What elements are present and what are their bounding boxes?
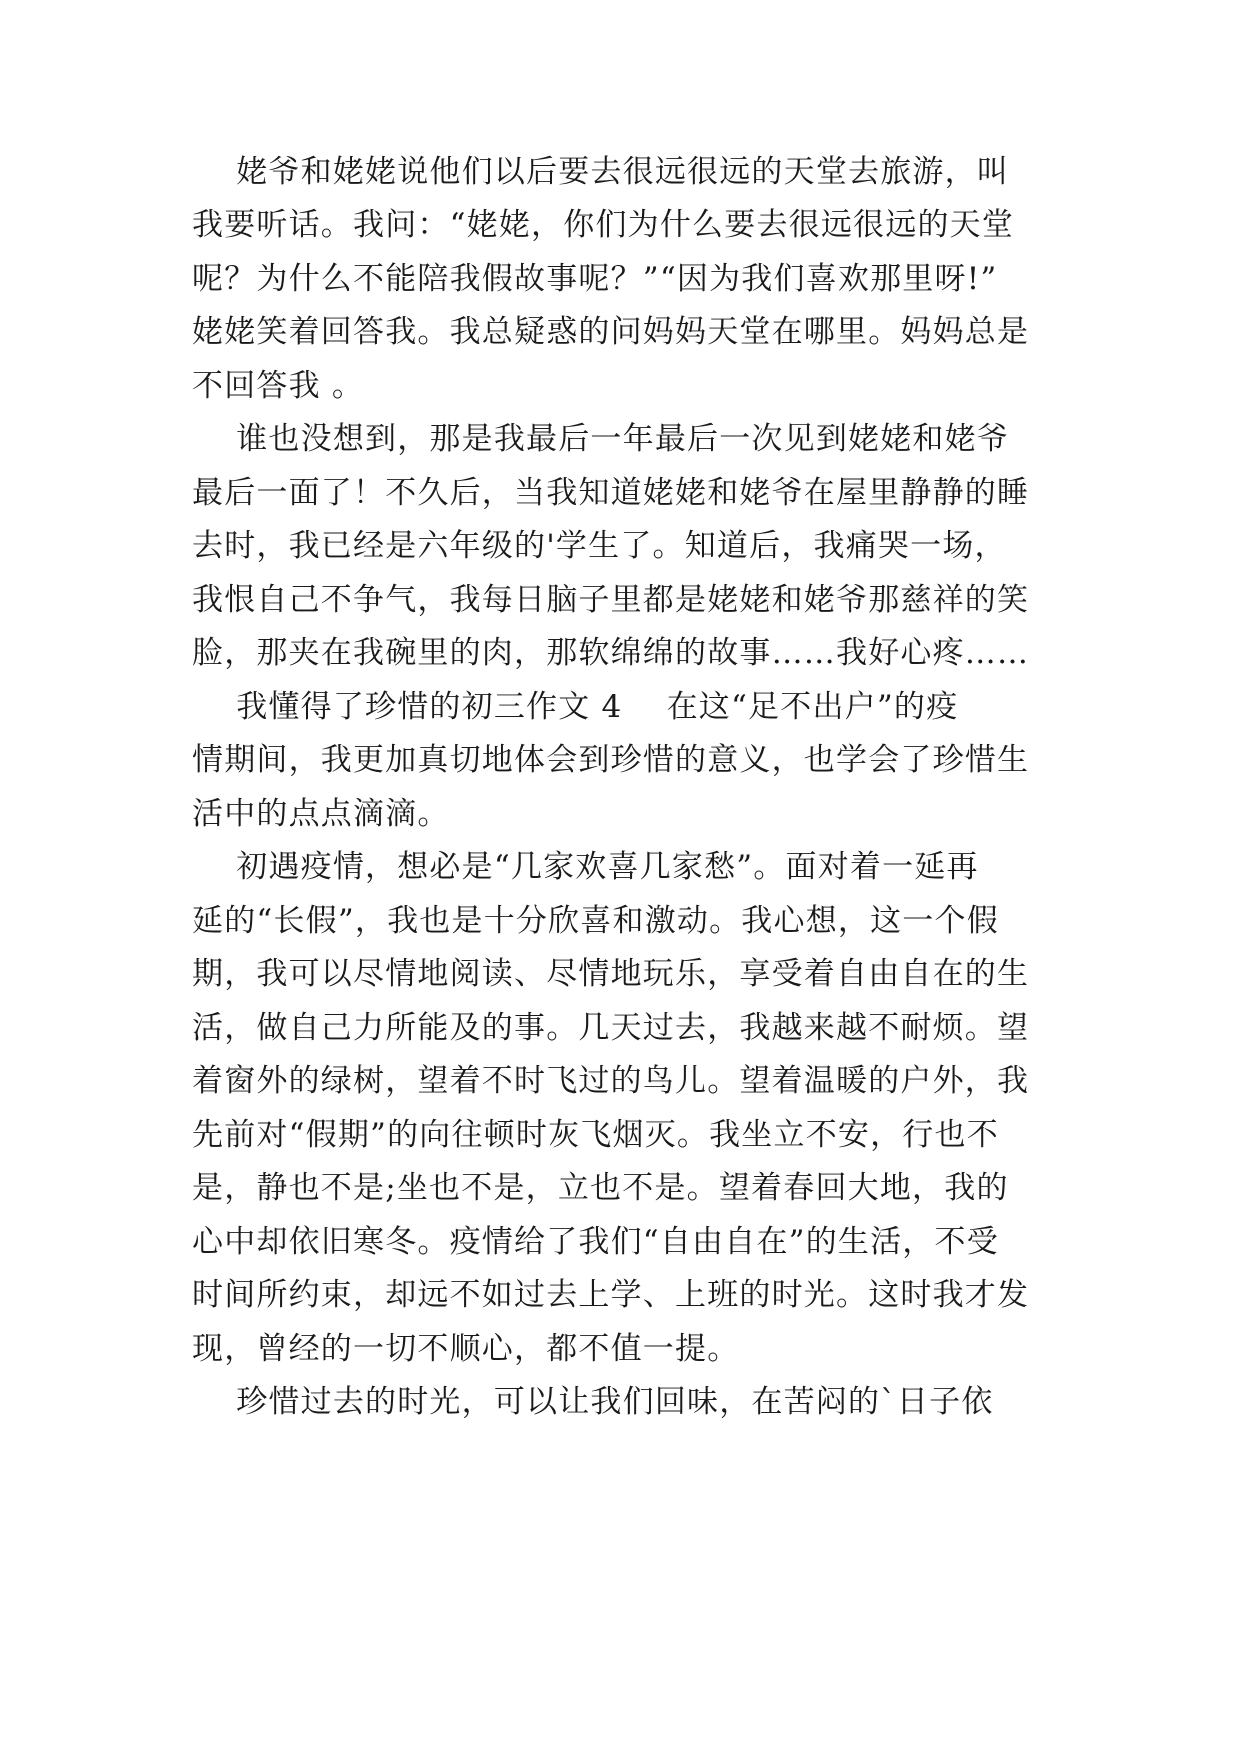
text-line: 我要听话。我问：“姥姥，你们为什么要去很远很远的天堂 <box>192 207 1015 243</box>
text-line: 不回答我 。 <box>192 368 365 404</box>
text-line: 姥姥笑着回答我。我总疑惑的问妈妈天堂在哪里。妈妈总是 <box>192 314 1030 350</box>
text-line: 姥爷和姥姥说他们以后要去很远很远的天堂去旅游，叫 <box>192 154 1010 190</box>
text-line: 延的“长假”，我也是十分欣喜和激动。我心想，这一个假 <box>192 903 999 939</box>
text-line: 去时，我已经是六年级的'学生了。知道后，我痛哭一场， <box>192 528 1007 564</box>
text-line: 心中却依旧寒冬。疫情给了我们“自由自在”的生活，不受 <box>192 1224 999 1260</box>
text-line: 先前对“假期”的向往顿时灰飞烟灭。我坐立不安，行也不 <box>192 1117 999 1153</box>
text-line: 现，曾经的一切不顺心，都不值一提。 <box>192 1331 740 1367</box>
text-line: 最后一面了！不久后，当我知道姥姥和姥爷在屋里静静的睡 <box>192 475 1030 511</box>
text-line: 是，静也不是;坐也不是，立也不是。望着春回大地，我的 <box>192 1170 1009 1206</box>
text-line: 着窗外的绿树，望着不时飞过的鸟儿。望着温暖的户外，我 <box>192 1063 1030 1099</box>
text-line: 情期间，我更加真切地体会到珍惜的意义，也学会了珍惜生 <box>192 742 1030 778</box>
essay-heading-line: 我懂得了珍惜的初三作文 4 在这“足不出户”的疫 <box>192 689 959 725</box>
text-line: 我恨自己不争气，我每日脑子里都是姥姥和姥爷那慈祥的笑 <box>192 582 1030 618</box>
text-line: 期，我可以尽情地阅读、尽情地玩乐，享受着自由自在的生 <box>192 956 1030 992</box>
text-line: 初遇疫情，想必是“几家欢喜几家愁”。面对着一延再 <box>192 849 979 885</box>
text-line: 时间所约束，却远不如过去上学、上班的时光。这时我才发 <box>192 1277 1030 1313</box>
text-line: 珍惜过去的时光，可以让我们回味，在苦闷的`日子依 <box>192 1384 994 1420</box>
text-line: 活，做自己力所能及的事。几天过去，我越来越不耐烦。望 <box>192 1010 1030 1046</box>
text-line: 脸，那夹在我碗里的肉，那软绵绵的故事……我好心疼…… <box>192 635 1030 671</box>
text-line: 活中的点点滴滴。 <box>192 796 450 832</box>
text-line: 呢？为什么不能陪我假故事呢？”“因为我们喜欢那里呀!” <box>192 261 998 297</box>
text-line: 谁也没想到，那是我最后一年最后一次见到姥姥和姥爷 <box>192 421 1010 457</box>
